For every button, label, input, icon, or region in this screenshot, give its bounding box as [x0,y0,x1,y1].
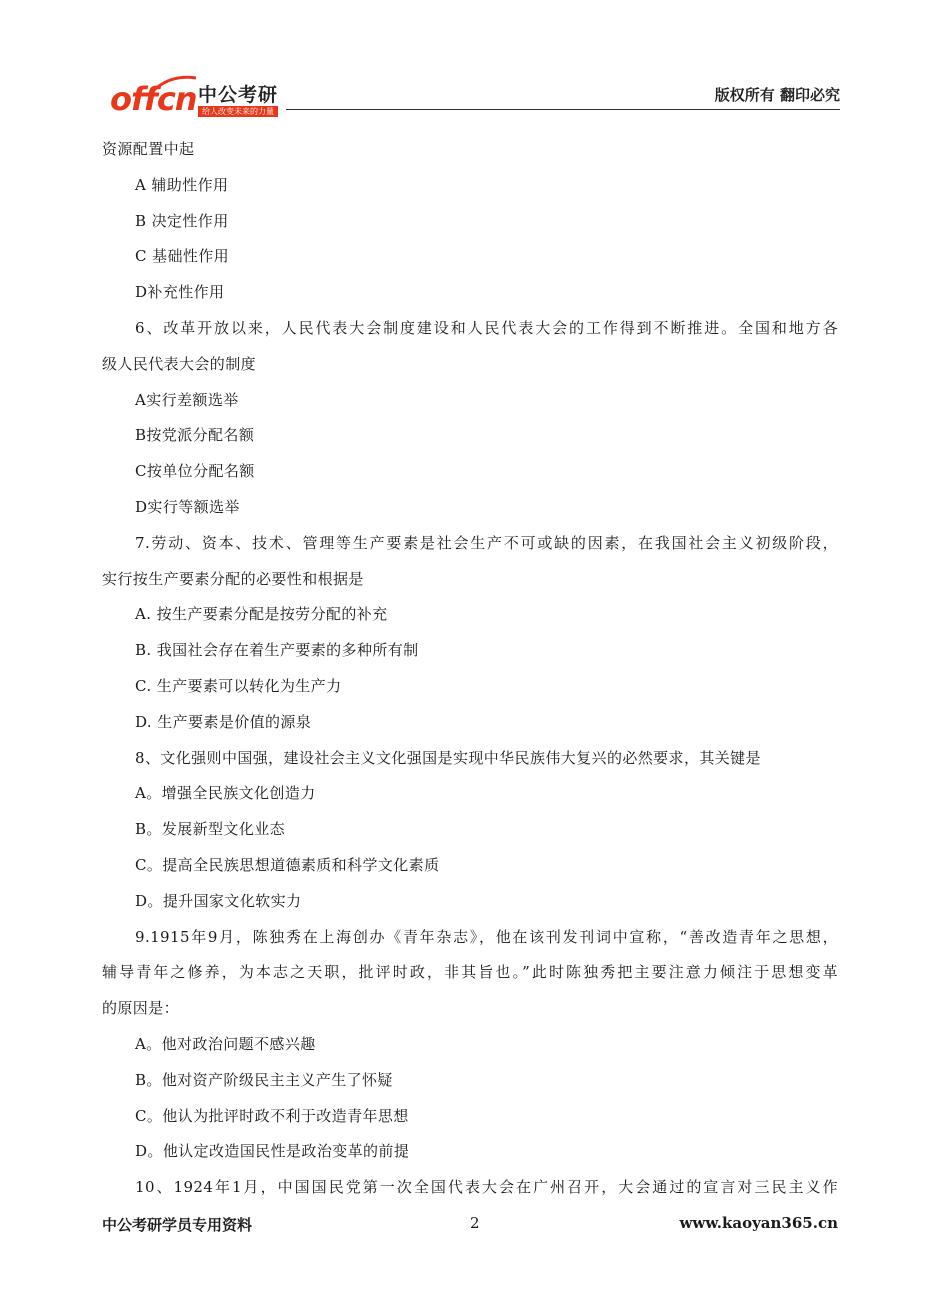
text-line: 资源配置中起 [102,140,195,158]
text-line: 的原因是： [102,999,180,1018]
option-line: A 辅助性作用 [135,175,229,194]
option-line: D实行等额选举 [135,497,240,516]
text-line: 辅导青年之修养，为本志之天职，批评时政，非其旨也。”此时陈独秀把主要注意力倾注于思想变革 [102,963,838,982]
text-line: 级人民代表大会的制度 [102,354,257,373]
page-header [100,70,840,116]
page-footer [102,1214,838,1238]
question-line: 7.劳动、资本、技术、管理等生产要素是社会生产不可或缺的因素，在我国社会主义初级阶段， [135,533,838,552]
option-line: C。他认为批评时政不利于改造青年思想 [135,1106,409,1125]
question-line: 9.1915年9月，陈独秀在上海创办《青年杂志》，他在该刊发刊词中宣称，“善改造青年之思想， [135,927,838,946]
question-line: 8、文化强则中国强，建设社会主义文化强国是实现中华民族伟大复兴的必然要求，其关键是 [135,748,761,767]
option-line: D补充性作用 [135,283,225,302]
question-line: 10、1924年1月，中国国民党第一次全国代表大会在广州召开，大会通过的宣言对三民主义作 [135,1178,838,1197]
option-line: B按党派分配名额 [135,426,255,445]
option-line: B。发展新型文化业态 [135,820,286,839]
footer-website: www.kaoyan365.cn [679,1214,838,1232]
option-line: B。他对资产阶级民主主义产生了怀疑 [135,1070,393,1089]
footer-label: 中公考研学员专用资料 [102,1216,253,1234]
text-line: 实行按生产要素分配的必要性和根据是 [102,569,364,588]
logo-wordmark: offcn [110,80,197,118]
header-divider [286,109,840,110]
question-line: 6、改革开放以来，人民代表大会制度建设和人民代表大会的工作得到不断推进。全国和地方各 [135,318,838,337]
option-line: D。他认定改造国民性是政治变革的前提 [135,1142,410,1161]
option-line: D。提升国家文化软实力 [135,891,302,910]
option-line: A实行差额选举 [135,390,239,409]
page-number: 2 [470,1214,480,1232]
option-line: B. 我国社会存在着生产要素的多种所有制 [135,641,419,660]
option-line: B 决定性作用 [135,211,229,230]
logo-name: 中公考研 [198,84,279,106]
option-line: C. 生产要素可以转化为生产力 [135,676,342,695]
option-line: A. 按生产要素分配是按劳分配的补充 [135,605,388,624]
logo-slogan: 给人改变未来的力量 [198,106,278,117]
offcn-logo [110,76,300,118]
option-line: A。他对政治问题不感兴趣 [135,1034,316,1053]
option-line: C 基础性作用 [135,247,230,266]
option-line: C按单位分配名额 [135,462,255,481]
copyright-notice: 版权所有 翻印必究 [714,86,840,104]
option-line: C。提高全民族思想道德素质和科学文化素质 [135,855,440,874]
document-body [102,132,838,1206]
option-line: D. 生产要素是价值的源泉 [135,712,312,731]
option-line: A。增强全民族文化创造力 [135,784,316,803]
